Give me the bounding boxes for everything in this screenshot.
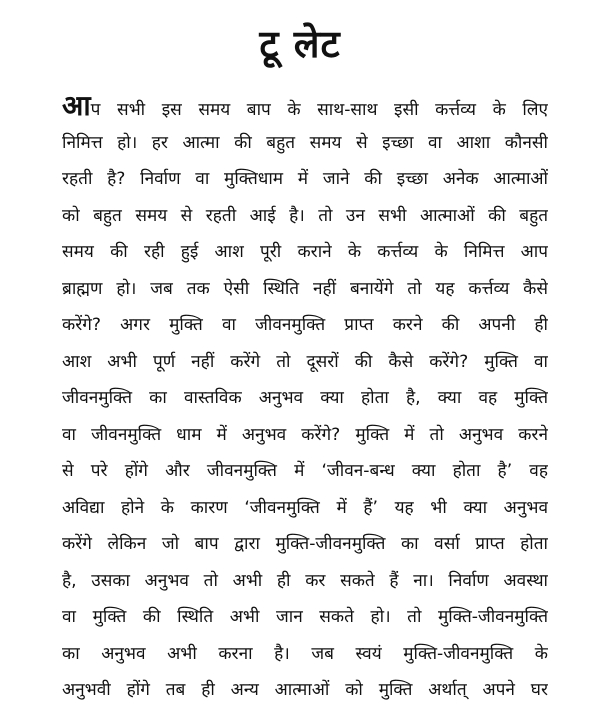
text-line-3: रहती है? निर्वाण वा मुक्तिधाम में जाने की इच्छा अनेक आत्माओं [62, 169, 548, 189]
text-line-13: करेंगे लेकिन जो बाप द्वारा मुक्ति-जीवनमुक्ति का वर्सा प्राप्त होता [62, 534, 548, 554]
page-title: टू लेट [259, 22, 341, 66]
text-line-7: करेंगे? अगर मुक्ति वा जीवनमुक्ति प्राप्त करने की अपनी ही [62, 315, 548, 335]
text-line-2: निमित्त हो। हर आत्मा की बहुत समय से इच्छा वा आशा कौनसी [62, 132, 548, 153]
article-body [62, 88, 548, 709]
text-line-9: जीवनमुक्ति का वास्तविक अनुभव क्या होता है, क्या वह मुक्ति [62, 388, 548, 408]
text-line-8: आश अभी पूर्ण नहीं करेंगे तो दूसरों की कैसे करेंगे? मुक्ति वा [62, 351, 548, 372]
first-line-text: प सभी इस समय बाप के साथ-साथ इसी कर्त्तव्य के लिए [90, 100, 548, 120]
text-line-4: को बहुत समय से रहती आई है। तो उन सभी आत्माओं की बहुत [62, 205, 548, 226]
drop-cap: आ [62, 89, 91, 122]
text-line-12: अविद्या होने के कारण ‘जीवनमुक्ति में हैं’ यह भी क्या अनुभव [62, 497, 548, 518]
text-line-5: समय की रही हुई आश पूरी कराने के कर्त्तव्य के निमित्त आप [62, 242, 548, 262]
text-line-17: अनुभवी होंगे तब ही अन्य आत्माओं को मुक्ति अर्थात् अपने घर [62, 680, 548, 700]
text-line-15: वा मुक्ति की स्थिति अभी जान सकते हो। तो मुक्ति-जीवनमुक्ति [62, 607, 548, 627]
text-line-10: वा जीवनमुक्ति धाम में अनुभव करेंगे? मुक्ति में तो अनुभव करने [62, 424, 548, 445]
text-line-1 [62, 88, 548, 125]
text-line-6: ब्राह्मण हो। जब तक ऐसी स्थिति नहीं बनायेंगे तो यह कर्त्तव्य कैसे [62, 278, 548, 299]
text-line-16: का अनुभव अभी करना है। जब स्वयं मुक्ति-जीवनमुक्ति के [62, 643, 548, 664]
text-line-11: से परे होंगे और जीवनमुक्ति में ‘जीवन-बन्ध क्या होता है’ वह [62, 461, 548, 481]
text-line-14: है, उसका अनुभव तो अभी ही कर सकते हैं ना। निर्वाण अवस्था [62, 570, 548, 591]
